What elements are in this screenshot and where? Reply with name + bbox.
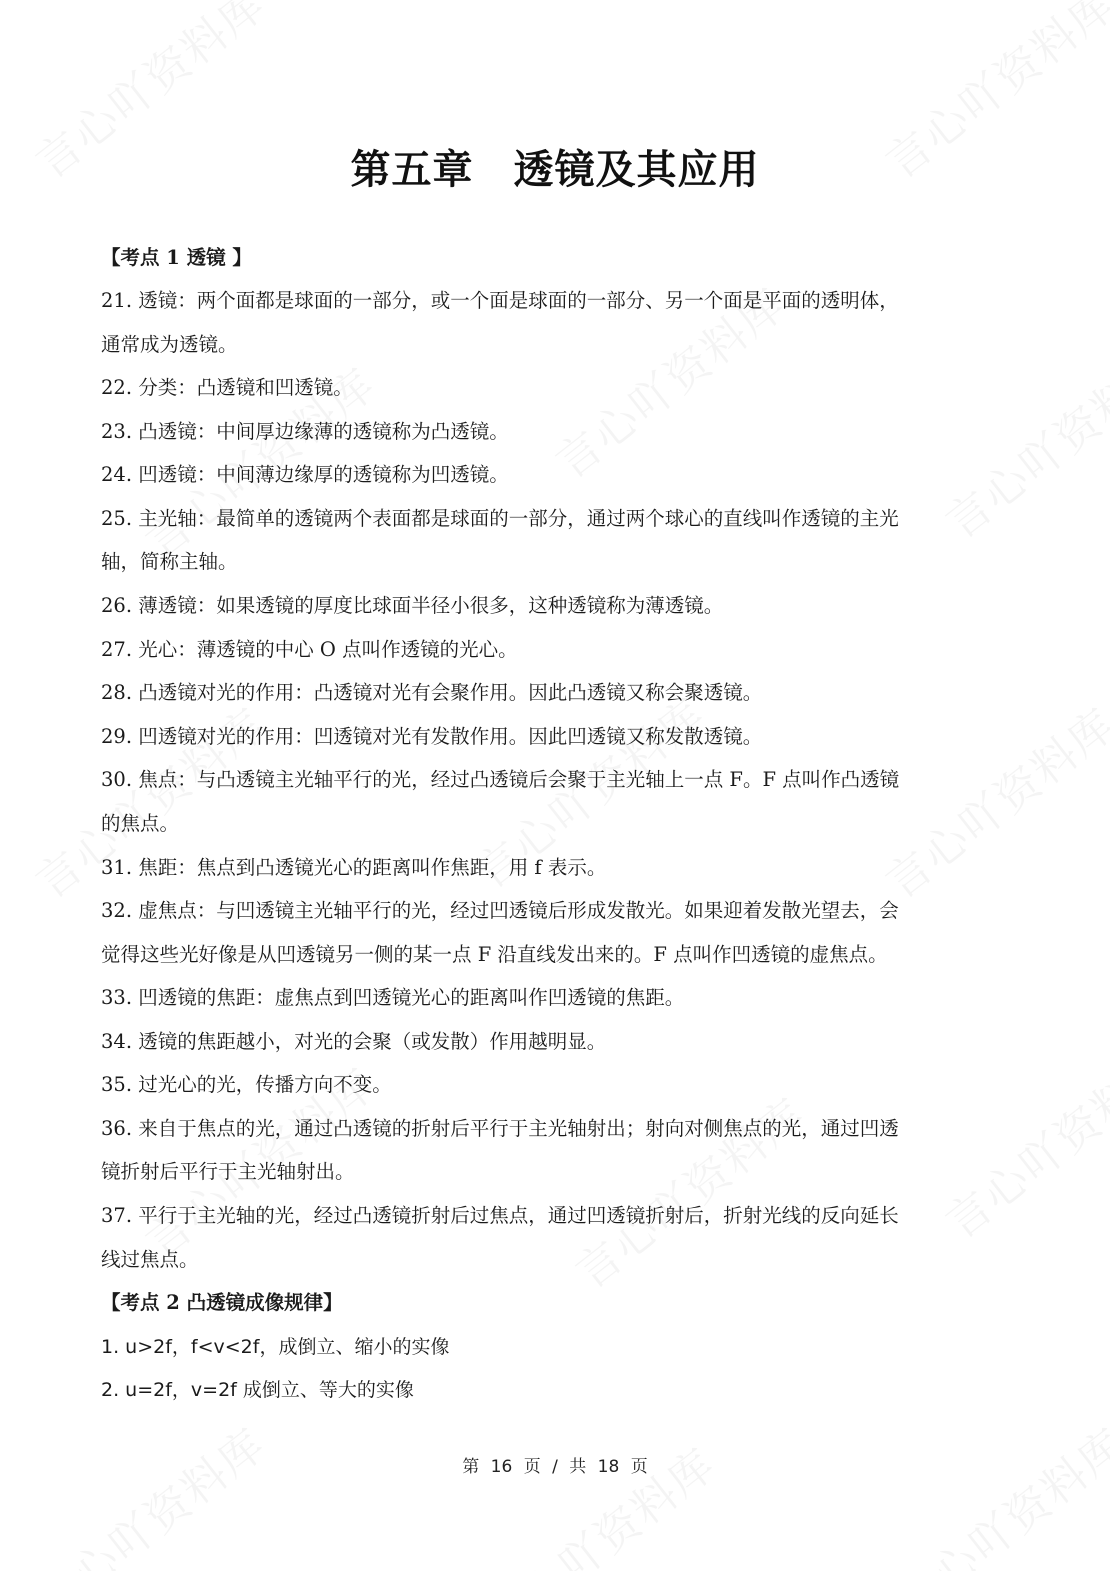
paragraph-line: 27. 光心：薄透镜的中心 O 点叫作透镜的光心。	[101, 638, 518, 661]
paragraph-line: 镜折射后平行于主光轴射出。	[101, 1160, 355, 1183]
paragraph-line: 21. 透镜：两个面都是球面的一部分，或一个面是球面的一部分、另一个面是平面的透明体，	[101, 289, 899, 312]
rule-item: 1. u>2f，f<v<2f，成倒立、缩小的实像	[101, 1336, 450, 1358]
paragraph-line: 线过焦点。	[101, 1248, 199, 1271]
paragraph-line: 24. 凹透镜：中间薄边缘厚的透镜称为凹透镜。	[101, 463, 509, 486]
paragraph-line: 22. 分类：凸透镜和凹透镜。	[101, 376, 353, 399]
paragraph-line: 通常成为透镜。	[101, 333, 238, 356]
paragraph-line: 33. 凹透镜的焦距：虚焦点到凹透镜光心的距离叫作凹透镜的焦距。	[101, 986, 685, 1009]
chapter-number: 第五章	[350, 146, 474, 193]
chapter-name: 透镜及其应用	[513, 146, 760, 193]
paragraph-line: 轴，简称主轴。	[101, 550, 238, 573]
paragraph-line: 35. 过光心的光，传播方向不变。	[101, 1073, 392, 1096]
paragraph-line: 36. 来自于焦点的光，通过凸透镜的折射后平行于主光轴射出；射向对侧焦点的光，通过凹透	[101, 1117, 899, 1140]
rule-item: 2. u=2f，v=2f 成倒立、等大的实像	[101, 1379, 414, 1401]
paragraph-line: 觉得这些光好像是从凹透镜另一侧的某一点 F 沿直线发出来的。F 点叫作凹透镜的虚焦点。	[101, 943, 888, 966]
chapter-title	[0, 138, 1110, 195]
paragraph-line: 26. 薄透镜：如果透镜的厚度比球面半径小很多，这种透镜称为薄透镜。	[101, 594, 724, 617]
section-heading-1: 【考点 1 透镜 】	[101, 246, 252, 269]
paragraph-line: 31. 焦距：焦点到凸透镜光心的距离叫作焦距，用 f 表示。	[101, 856, 607, 879]
paragraph-line: 28. 凸透镜对光的作用：凸透镜对光有会聚作用。因此凸透镜又称会聚透镜。	[101, 681, 763, 704]
paragraph-line: 25. 主光轴：最简单的透镜两个表面都是球面的一部分，通过两个球心的直线叫作透镜的主光	[101, 507, 899, 530]
paragraph-line: 29. 凹透镜对光的作用：凹透镜对光有发散作用。因此凹透镜又称发散透镜。	[101, 725, 763, 748]
section-heading-2: 【考点 2 凸透镜成像规律】	[101, 1291, 343, 1314]
paragraph-line: 32. 虚焦点：与凹透镜主光轴平行的光，经过凹透镜后形成发散光。如果迎着发散光望去，会	[101, 899, 899, 922]
paragraph-line: 30. 焦点：与凸透镜主光轴平行的光，经过凸透镜后会聚于主光轴上一点 F。F 点叫作凸透镜	[101, 768, 900, 791]
page-number-footer: 第 16 页 / 共 18 页	[462, 1457, 648, 1477]
paragraph-line: 23. 凸透镜：中间厚边缘薄的透镜称为凸透镜。	[101, 420, 509, 443]
paragraph-line: 37. 平行于主光轴的光，经过凸透镜折射后过焦点，通过凹透镜折射后，折射光线的反向延长	[101, 1204, 899, 1227]
paragraph-line: 34. 透镜的焦距越小，对光的会聚（或发散）作用越明显。	[101, 1030, 607, 1053]
paragraph-line: 的焦点。	[101, 812, 180, 835]
